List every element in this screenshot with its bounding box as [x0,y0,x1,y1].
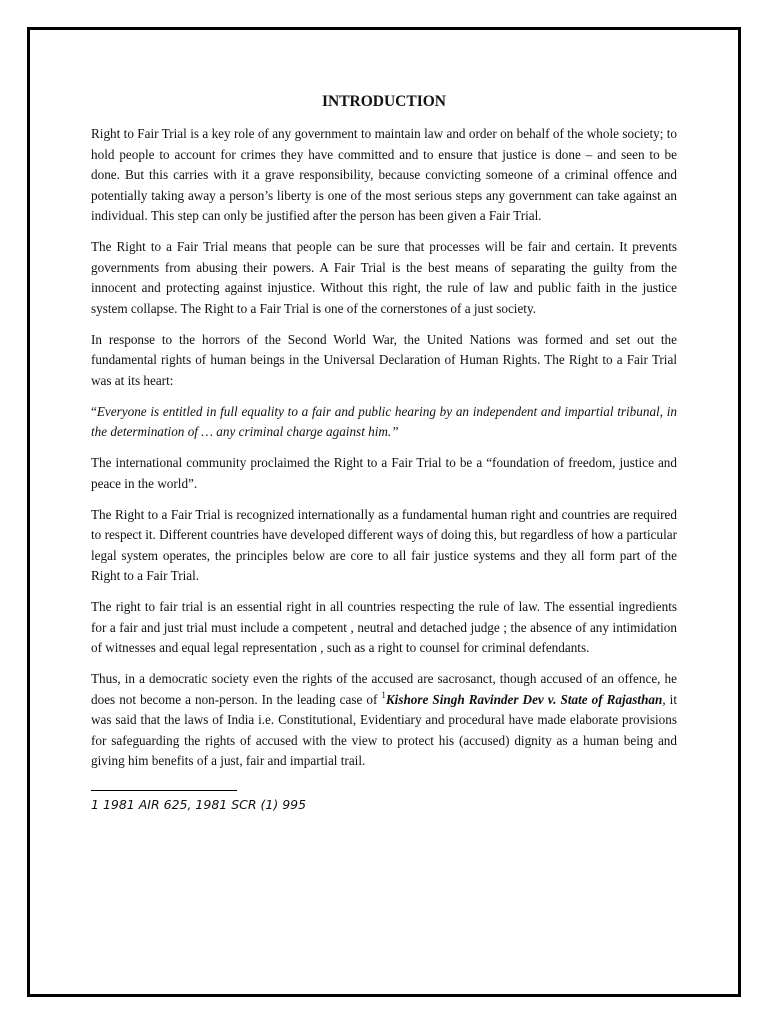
footnote-marker[interactable]: 1 [381,689,386,700]
paragraph-7-before: Thus, in a democratic society even the rights of the accused are sacrosanct, though accused of an offence, he does not become a non-person. In the leading case of [91,671,677,707]
paragraph-5: The Right to a Fair Trial is recognized internationally as a fundamental human right and countries are required to respect it. Different countries have developed different ways of doing this, but regardless of how a particular legal system operates, the principles below are core to all fair justice systems and they all form part of the Right to a Fair Trial. [91,506,677,583]
paragraph-4: The international community proclaimed the Right to a Fair Trial to be a “foundation of freedom, justice and peace in the world”. [91,455,677,491]
paragraph-6: The right to fair trial is an essential right in all countries respecting the rule of law. The essential ingredients for a fair and just trial must include a competent , neutral and detached judge ; the absence of any intimidation of witnesses and equal legal representation , such as a right to counsel for criminal defendants. [91,599,677,655]
quote-text: Everyone is entitled in full equality to a fair and public hearing by an independent and impartial tribunal, in the determination of … any criminal charge against him.” [91,403,677,439]
udhr-quote [91,402,677,443]
paragraph-2: The Right to a Fair Trial means that people can be sure that processes will be fair and certain. It prevents governments from abusing their powers. A Fair Trial is the best means of separating the guilty from the innocent and protecting against injustice. Without this right, the rule of law and public faith in the justice system collapse. The Right to a Fair Trial is one of the cornerstones of a just society. [91,239,677,316]
footnote-number: 1 [91,796,99,812]
document-body [91,92,677,813]
paragraph-7 [91,669,677,772]
paragraph-7-after: , it was said that the laws of India i.e. Constitutional, Evidentiary and procedural have made elaborate provisions for safeguarding the rights of accused with the view to protect his (accused) dignity as a human being and giving him benefits of a just, fair and impartial trail. [91,691,677,768]
document-title: INTRODUCTION [321,93,446,110]
paragraph-1: Right to Fair Trial is a key role of any government to maintain law and order on behalf of the whole society; to hold people to account for crimes they have committed and to ensure that justice is done – and seen to be done. But this carries with it a grave responsibility, because convicting someone of a criminal offence and potentially taking away a person’s liberty is one of the most serious steps any government can take against an individual. This step can only be justified after the person has been given a Fair Trial. [91,126,677,223]
footnote [91,797,677,813]
case-citation: Kishore Singh Ravinder Dev v. State of Rajasthan [385,691,663,707]
footnote-separator [91,790,237,791]
quote-open-mark: “ [91,403,97,419]
footnote-text: 1981 AIR 625, 1981 SCR (1) 995 [102,796,307,812]
paragraph-3: In response to the horrors of the Second World War, the United Nations was formed and set out the fundamental rights of human beings in the Universal Declaration of Human Rights. The Right to a Fair Trial was at its heart: [91,331,677,388]
